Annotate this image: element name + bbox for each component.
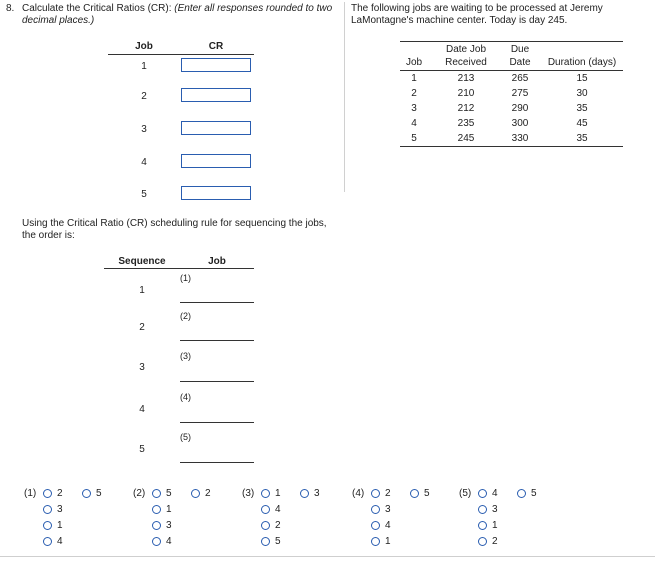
cr-row-job-5: 5 — [141, 189, 147, 200]
radio-icon[interactable] — [371, 489, 380, 498]
seq-col-sequence: Sequence — [118, 256, 166, 267]
option-group4-c[interactable] — [371, 520, 391, 531]
option-group5-a[interactable] — [478, 488, 498, 499]
option-label: 4 — [492, 488, 498, 499]
seq-row-4: 4 — [139, 404, 145, 415]
jobs-cell-received: 210 — [457, 88, 475, 99]
option-label: 1 — [385, 536, 391, 547]
jobs-table-body — [400, 73, 623, 148]
question-number: 8. — [6, 3, 15, 14]
option-group5-b[interactable] — [478, 504, 498, 515]
seq-answer-line-4[interactable] — [180, 422, 254, 423]
answer-group-label-3: (3) — [242, 488, 255, 499]
cr-input-job-5[interactable] — [181, 186, 251, 200]
problem-info: The following jobs are waiting to be processed at Jeremy LaMontagne's machine center. Today is day 245. — [351, 3, 603, 26]
jobs-table-top-rule — [400, 41, 623, 42]
answer-group-label-5: (5) — [459, 488, 472, 499]
option-label: 3 — [385, 504, 391, 515]
jobs-cell-due: 290 — [511, 103, 529, 114]
bottom-divider — [0, 556, 655, 557]
option-label: 3 — [314, 488, 320, 499]
table-row — [400, 103, 623, 118]
jobs-col-job: Job — [405, 57, 423, 68]
jobs-cell-due: 330 — [511, 133, 529, 144]
seq-answer-line-5[interactable] — [180, 462, 254, 463]
radio-icon[interactable] — [43, 537, 52, 546]
seq-col-job: Job — [208, 256, 226, 267]
option-group3-d[interactable] — [261, 536, 281, 547]
cr-input-job-4[interactable] — [181, 154, 251, 168]
jobs-cell-received: 235 — [457, 118, 475, 129]
sequence-prompt: Using the Critical Ratio (CR) scheduling rule for sequencing the jobs, the order is: — [22, 218, 327, 241]
cr-row-job-1: 1 — [141, 61, 147, 72]
option-label: 5 — [531, 488, 537, 499]
seq-slot-label-4: (4) — [180, 392, 191, 402]
option-label: 2 — [205, 488, 211, 499]
radio-icon[interactable] — [517, 489, 526, 498]
seq-row-3: 3 — [139, 362, 145, 373]
option-group3-c[interactable] — [261, 520, 281, 531]
option-label: 4 — [275, 504, 281, 515]
radio-icon[interactable] — [43, 489, 52, 498]
seq-slot-label-1: (1) — [180, 273, 191, 283]
radio-icon[interactable] — [152, 521, 161, 530]
option-label: 4 — [385, 520, 391, 531]
cr-row-job-4: 4 — [141, 157, 147, 168]
option-group4-e[interactable] — [410, 488, 430, 499]
seq-slot-label-5: (5) — [180, 432, 191, 442]
option-label: 1 — [275, 488, 281, 499]
seq-row-5: 5 — [139, 444, 145, 455]
jobs-col-received-1: Date Job — [445, 44, 487, 55]
option-label: 2 — [57, 488, 63, 499]
radio-icon[interactable] — [43, 521, 52, 530]
radio-icon[interactable] — [371, 521, 380, 530]
option-label: 2 — [275, 520, 281, 531]
option-label: 5 — [166, 488, 172, 499]
column-divider — [344, 2, 345, 192]
option-group5-e[interactable] — [517, 488, 537, 499]
seq-answer-line-3[interactable] — [180, 381, 254, 382]
seq-row-1: 1 — [139, 285, 145, 296]
cr-input-job-2[interactable] — [181, 88, 251, 102]
option-label: 3 — [492, 504, 498, 515]
answer-group-label-2: (2) — [133, 488, 146, 499]
jobs-table-bottom-rule — [400, 146, 623, 147]
radio-icon[interactable] — [261, 489, 270, 498]
jobs-cell-job: 2 — [411, 88, 417, 99]
radio-icon[interactable] — [152, 505, 161, 514]
jobs-cell-duration: 15 — [576, 73, 588, 84]
option-group4-a[interactable] — [371, 488, 391, 499]
cr-input-job-1[interactable] — [181, 58, 251, 72]
radio-icon[interactable] — [43, 505, 52, 514]
radio-icon[interactable] — [478, 521, 487, 530]
table-row — [400, 118, 623, 133]
radio-icon[interactable] — [410, 489, 419, 498]
jobs-cell-job: 4 — [411, 118, 417, 129]
option-group1-c[interactable] — [43, 520, 63, 531]
option-label: 1 — [166, 504, 172, 515]
table-row — [400, 73, 623, 88]
question-text — [22, 3, 338, 27]
answer-group-label-1: (1) — [24, 488, 37, 499]
jobs-col-due-1: Due — [510, 44, 530, 55]
radio-icon[interactable] — [478, 537, 487, 546]
option-group2-e[interactable] — [191, 488, 211, 499]
option-label: 2 — [385, 488, 391, 499]
jobs-cell-job: 5 — [411, 133, 417, 144]
option-group5-d[interactable] — [478, 536, 498, 547]
jobs-cell-received: 245 — [457, 133, 475, 144]
radio-icon[interactable] — [261, 505, 270, 514]
jobs-col-received-2: Received — [445, 57, 487, 68]
option-group1-b[interactable] — [43, 504, 63, 515]
cr-input-job-3[interactable] — [181, 121, 251, 135]
radio-icon[interactable] — [82, 489, 91, 498]
cr-col-job: Job — [135, 41, 153, 52]
option-label: 4 — [166, 536, 172, 547]
cr-table-header-rule — [108, 54, 254, 55]
option-group1-e[interactable] — [82, 488, 102, 499]
jobs-cell-received: 213 — [457, 73, 475, 84]
jobs-cell-duration: 45 — [576, 118, 588, 129]
radio-icon[interactable] — [261, 537, 270, 546]
option-group1-a[interactable] — [43, 488, 63, 499]
radio-icon[interactable] — [371, 537, 380, 546]
radio-icon[interactable] — [300, 489, 309, 498]
radio-icon[interactable] — [191, 489, 200, 498]
option-group2-c[interactable] — [152, 520, 172, 531]
seq-table-header-rule — [104, 268, 254, 269]
option-group4-d[interactable] — [371, 536, 391, 547]
cr-col-cr: CR — [208, 41, 224, 52]
radio-icon[interactable] — [152, 489, 161, 498]
option-label: 4 — [57, 536, 63, 547]
question-prompt: Calculate the Critical Ratios (CR): — [22, 3, 172, 14]
radio-icon[interactable] — [478, 505, 487, 514]
option-group3-b[interactable] — [261, 504, 281, 515]
radio-icon[interactable] — [371, 505, 380, 514]
jobs-cell-due: 265 — [511, 73, 529, 84]
option-group2-d[interactable] — [152, 536, 172, 547]
cr-row-job-3: 3 — [141, 124, 147, 135]
option-group2-a[interactable] — [152, 488, 172, 499]
question-instruction: (Enter all responses rounded to two decimal places.) — [22, 3, 333, 26]
cr-row-job-2: 2 — [141, 91, 147, 102]
jobs-cell-job: 3 — [411, 103, 417, 114]
jobs-col-due-2: Date — [509, 57, 531, 68]
option-label: 1 — [492, 520, 498, 531]
jobs-col-duration: Duration (days) — [547, 57, 617, 68]
option-label: 3 — [166, 520, 172, 531]
option-group2-b[interactable] — [152, 504, 172, 515]
table-row — [400, 88, 623, 103]
option-group1-d[interactable] — [43, 536, 63, 547]
seq-slot-label-3: (3) — [180, 351, 191, 361]
answer-group-label-4: (4) — [352, 488, 365, 499]
option-group4-b[interactable] — [371, 504, 391, 515]
jobs-cell-due: 300 — [511, 118, 529, 129]
seq-answer-line-2[interactable] — [180, 340, 254, 341]
seq-row-2: 2 — [139, 322, 145, 333]
option-label: 5 — [96, 488, 102, 499]
option-label: 2 — [492, 536, 498, 547]
option-group5-c[interactable] — [478, 520, 498, 531]
jobs-table-header-rule — [400, 70, 623, 71]
jobs-cell-due: 275 — [511, 88, 529, 99]
jobs-cell-job: 1 — [411, 73, 417, 84]
option-label: 5 — [275, 536, 281, 547]
option-label: 1 — [57, 520, 63, 531]
radio-icon[interactable] — [152, 537, 161, 546]
jobs-cell-received: 212 — [457, 103, 475, 114]
option-group3-a[interactable] — [261, 488, 281, 499]
jobs-cell-duration: 35 — [576, 103, 588, 114]
option-label: 5 — [424, 488, 430, 499]
jobs-cell-duration: 30 — [576, 88, 588, 99]
option-label: 3 — [57, 504, 63, 515]
radio-icon[interactable] — [261, 521, 270, 530]
option-group3-e[interactable] — [300, 488, 320, 499]
seq-slot-label-2: (2) — [180, 311, 191, 321]
jobs-cell-duration: 35 — [576, 133, 588, 144]
radio-icon[interactable] — [478, 489, 487, 498]
seq-answer-line-1[interactable] — [180, 302, 254, 303]
